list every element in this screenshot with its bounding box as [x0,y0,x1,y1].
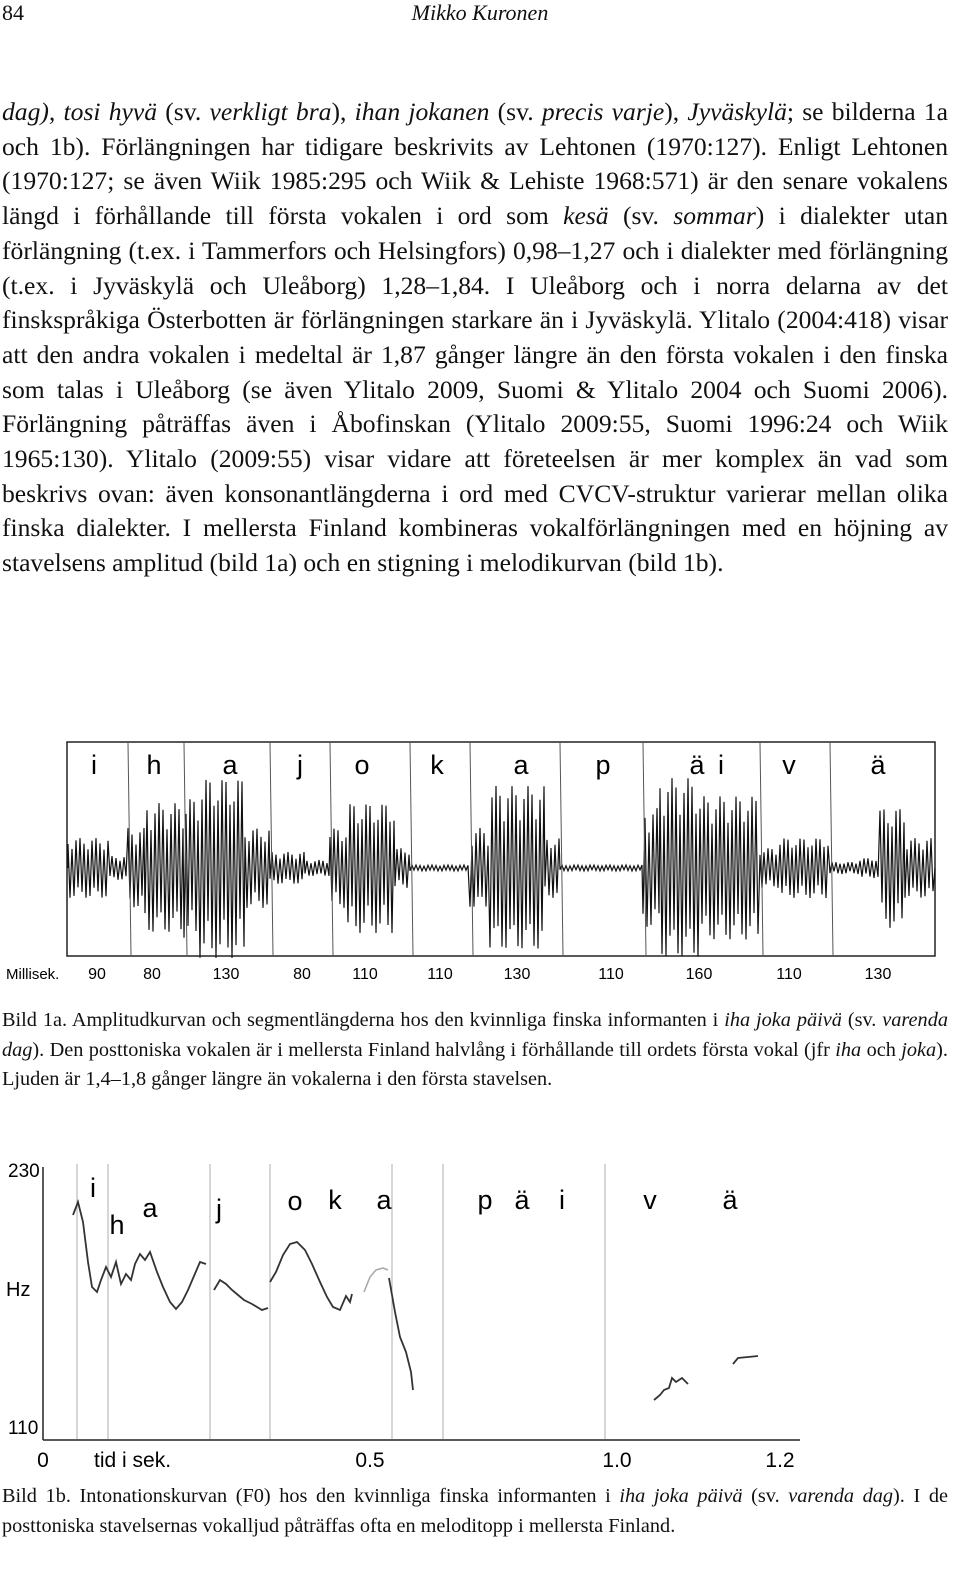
text-run: joka [901,1038,937,1061]
caption-1a [2,1006,948,1095]
segment-label: o [287,1186,303,1216]
page-header [0,0,960,34]
segment-label: i [718,750,724,780]
segment-label: o [354,750,370,780]
segment-label: a [142,1193,158,1223]
duration-label: 110 [776,966,802,983]
text-run: ), [664,97,688,126]
segment-label: i [91,750,97,780]
segment-label: a [513,750,529,780]
text-run: iha joka päivä [619,1485,743,1507]
segment-label: a [222,750,238,780]
duration-label: 80 [293,966,311,983]
figure-1b-intonation [0,1152,960,1482]
text-run: och [861,1038,902,1061]
x-tick-label: 1.0 [602,1449,632,1472]
segment-label: i [559,1185,565,1215]
segment-label: v [643,1185,657,1215]
y-top-label: 230 [8,1161,40,1182]
duration-label: 160 [685,966,713,983]
text-run: sommar [673,201,756,231]
text-run: iha joka päivä [724,1009,842,1031]
segment-label: j [216,1194,222,1224]
text-run: (sv. [742,1485,789,1507]
text-run: dag), [2,97,64,126]
x-tick-label: 0 [37,1449,49,1472]
segment-label: ä [722,1185,738,1215]
text-run: ). I de posttoniska stavelsernas vokalljud påträffas ofta en meloditopp i mellersta Finland. [2,1485,948,1537]
text-run: Bild 1b. Intonationskurvan (F0) hos den kvinnliga finska informanten i [2,1485,620,1507]
text-run: ). Ljuden är 1,4–1,8 gånger längre än vokalerna i den första stavelsen. [2,1038,948,1090]
duration-label: 110 [427,966,453,983]
f0-curve [73,1202,758,1400]
y-unit-label: Hz [6,1279,31,1301]
segment-label: h [109,1210,125,1240]
text-run: Bild 1a. Amplitudkurvan och segmentlängderna hos den kvinnliga finska informanten i [2,1009,725,1031]
segment-label: k [430,750,444,780]
text-run: (sv. [157,97,210,126]
body-paragraph [2,95,948,581]
segment-label: h [146,750,162,780]
text-run: Jyväskylä [687,97,787,126]
duration-label: 110 [352,966,378,983]
f0-segment [214,1280,268,1310]
text-run: varenda dag [788,1485,894,1507]
segment-label: a [376,1185,392,1215]
y-bottom-label: 110 [8,1418,39,1439]
text-run: tosi hyvä [63,97,158,126]
duration-label: 130 [212,966,240,983]
text-run: ; se bilderna 1a och 1b). Förlängningen har tidigare beskrivits av Lehtonen (1970:127). Enligt Lehtonen (1970:127; se även Wiik 1985:295 och Wiik & Lehiste 1968:571) är den senare vokalens längd i förhållande till första vokalen i ord som [2,97,948,231]
body-text [2,95,948,581]
running-head: Mikko Kuronen [411,0,549,25]
text-run: (sv. [841,1009,883,1031]
f0-segment [389,1278,413,1390]
caption-1b [2,1482,948,1541]
segment-label: j [297,750,303,780]
f0-segment [654,1378,688,1400]
text-run: precis varje [541,97,665,126]
x-axis-label: tid i sek. [94,1449,172,1472]
segment-label: ä [870,750,886,780]
page-number: 84 [2,0,24,25]
segment-label: p [477,1185,493,1215]
text-run: ) i dialekter utan förlängning (t.ex. i Tammerfors och Helsingfors) 0,98–1,27 och i dialekter med förlängning (t.ex. i Jyväskylä och Uleåborg) 1,28–1,84. I Uleåborg och i norra delarna av det finskspråkiga Österbotten är förlängningen starkare än i Jyväskylä. Ylitalo (2004:418) visar att den andra vokalen i medeltal är 1,87 gånger längre än den första vokalen i den finska som talas i Uleåborg (se även Ylitalo 2009, Suomi & Ylitalo 2004 och Suomi 2006). Förlängning påträffas även i Åbofinskan (Ylitalo 2009:55, Suomi 1996:24 och Wiik 1965:130). Ylitalo (2009:55) visar vidare att företeelsen är mer komplex än vad som beskrivs ovan: även konsonantlängderna i ord med CVCV-struktur varierar mellan olika finska dialekter. I mellersta Finland kombineras vokalförlängningen med en höjning av stavelsens amplitud (bild 1a) och en stigning i melodikurvan (bild 1b). [2,201,949,578]
f0-segment [73,1202,206,1309]
segment-label: i [90,1173,96,1203]
intonation-plot [0,1152,960,1482]
duration-label: 130 [503,966,531,983]
f0-segment [733,1356,758,1364]
text-run: varenda dag [2,1009,948,1061]
segment-label: ä [514,1185,530,1215]
text-run: ihan jokanen [354,97,490,126]
duration-label: 90 [88,966,106,983]
x-tick-label: 0.5 [355,1449,385,1472]
f0-segment [364,1268,388,1292]
text-run: (sv. [608,201,674,231]
duration-label: 130 [864,966,892,983]
millisek-label: Millisek. [6,966,60,983]
caption-1a-text [2,1006,948,1095]
f0-segment [270,1242,352,1310]
caption-1b-text [2,1482,948,1541]
x-tick-label: 1.2 [765,1449,795,1472]
text-run: verkligt bra [209,97,332,126]
text-run: iha [835,1038,862,1061]
duration-label: 80 [143,966,161,983]
text-run: kesä [563,201,609,231]
text-run: (sv. [489,97,542,126]
segment-label: p [595,750,611,780]
figure-1a-amplitude [0,738,960,998]
segment-label: v [782,750,796,780]
text-run: ), [331,97,355,126]
segment-label: ä [689,750,705,780]
segment-label: k [328,1185,342,1215]
duration-label: 110 [598,966,624,983]
text-run: ). Den posttoniska vokalen är i mellersta Finland halvlång i förhållande till ordets första vokal (jfr [32,1038,836,1061]
amplitude-plot [0,738,960,998]
